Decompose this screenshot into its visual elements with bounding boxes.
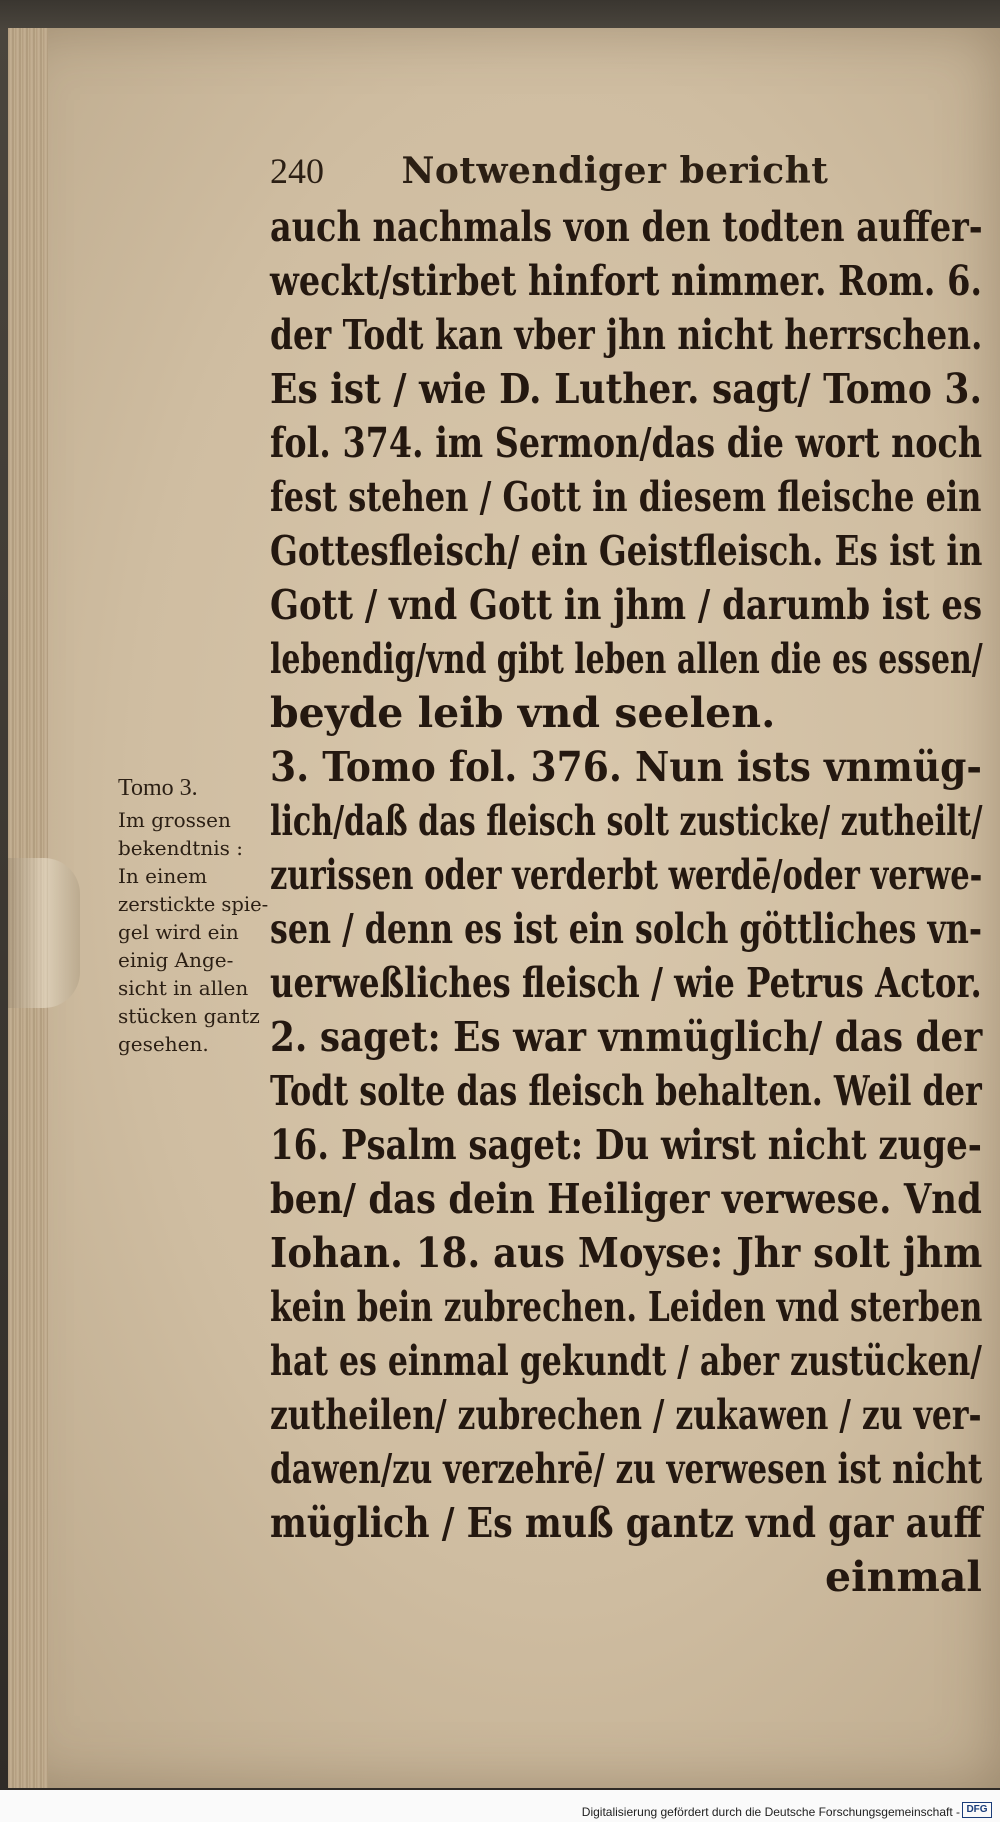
text-line: kein bein zubrechen. Leiden vnd sterben xyxy=(270,1283,983,1331)
text-line: müglich / Es muß gantz vnd gar auff xyxy=(270,1499,983,1547)
text-line: Iohan. 18. aus Moyse: Jhr solt jhm xyxy=(270,1229,983,1277)
margin-note-line: einig Ange- xyxy=(118,948,234,972)
text-line: auch nachmals von den todten auffer- xyxy=(270,203,983,251)
text-line: ben/ das dein Heiliger verwese. Vnd xyxy=(270,1175,982,1223)
margin-note-line: In einem xyxy=(118,864,208,888)
main-text-block xyxy=(270,200,982,1604)
margin-note-line: gel wird ein xyxy=(118,920,239,944)
margin-note-line: Tomo 3. xyxy=(118,775,198,801)
text-line: dawen/zu verzehrē/ zu verwesen ist nicht xyxy=(270,1445,983,1493)
text-line: Gottesfleisch/ ein Geistfleisch. Es ist in xyxy=(270,527,983,575)
text-line: 2. saget: Es war vnmüglich/ das der xyxy=(270,1013,983,1061)
text-line: hat es einmal gekundt / aber zustücken/ xyxy=(270,1337,982,1385)
page-clip xyxy=(8,858,80,1008)
text-line: zutheilen/ zubrechen / zukawen / zu ver- xyxy=(270,1391,982,1439)
text-line: zurissen oder verderbt werdē/oder verwe- xyxy=(270,851,983,899)
text-line: Gott / vnd Gott in jhm / darumb ist es xyxy=(270,581,983,629)
text-line: lebendig/vnd gibt leben allen die es essen/ xyxy=(270,635,983,683)
margin-note-line: Im grossen xyxy=(118,808,231,832)
page-number: 240 xyxy=(270,151,324,191)
text-line: Es ist / wie D. Luther. sagt/ Tomo 3. xyxy=(270,365,982,413)
text-line: der Todt kan vber jhn nicht herrschen. xyxy=(270,311,983,359)
margin-note-line: bekendtnis : xyxy=(118,836,243,860)
text-line: lich/daß das fleisch solt zusticke/ zutheilt/ xyxy=(270,797,983,845)
catchword: einmal xyxy=(825,1553,982,1601)
running-header xyxy=(270,150,890,192)
text-line: fol. 374. im Sermon/das die wort noch xyxy=(270,419,983,467)
dfg-logo: DFG xyxy=(962,1802,992,1818)
text-line: weckt/stirbet hinfort nimmer. Rom. 6. xyxy=(270,257,983,305)
margin-note-line: zerstickte spie- xyxy=(118,892,269,916)
margin-note-line: stücken gantz xyxy=(118,1004,260,1028)
text-line: Todt solte das fleisch behalten. Weil der xyxy=(270,1067,982,1115)
margin-note xyxy=(118,770,276,1058)
text-line: 16. Psalm saget: Du wirst nicht zuge- xyxy=(270,1121,982,1169)
running-title: Notwendiger bericht xyxy=(401,150,829,192)
text-line: fest stehen / Gott in diesem fleische ein xyxy=(270,473,982,521)
text-line: sen / denn es ist ein solch göttliches vn- xyxy=(270,905,983,953)
margin-note-line: gesehen. xyxy=(118,1032,209,1056)
digitization-credit: Digitalisierung gefördert durch die Deutsche Forschungsgemeinschaft - xyxy=(581,1805,960,1819)
text-line: 3. Tomo fol. 376. Nun ists vnmüg- xyxy=(270,743,983,791)
margin-note-line: sicht in allen xyxy=(118,976,249,1000)
text-line: uerweßliches fleisch / wie Petrus Actor. xyxy=(270,959,982,1007)
text-line: beyde leib vnd seelen. xyxy=(270,689,776,737)
